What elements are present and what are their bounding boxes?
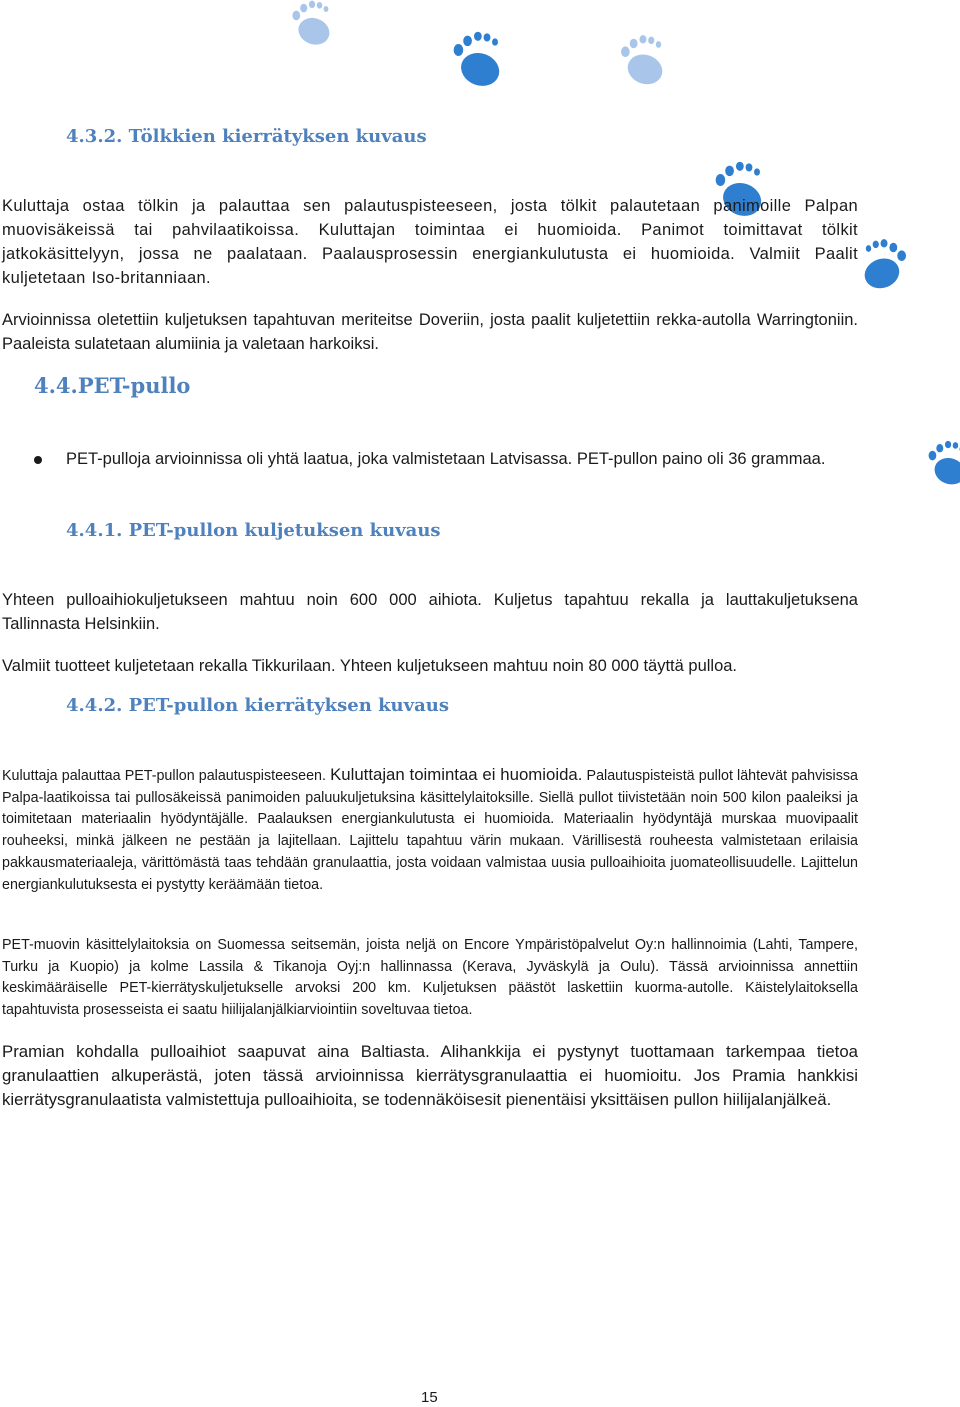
section-heading-4-3-2: 4.3.2. Tölkkien kierrätyksen kuvaus xyxy=(66,126,427,147)
paragraph-pet-recycling-part-b: Kuluttajan toimintaa ei huomioida. xyxy=(330,765,583,784)
paragraph-processing-plants: PET-muovin käsittelylaitoksia on Suomessa seitsemän, joista neljä on Encore Ympäristöpalvelut Oy:n hallinnoimia (Lahti, Tampere, Turku ja Kuopio) ja kolme Lassila & Tikanoja Oyj:n hallinnassa (Kerava, Jyväskylä ja Oulu). Tässä arvioinnissa annettiin keskimääräiselle PET-kierrätyskuljetukselle arvoksi 200 km. Kuljetuksen päästöt laskettiin kuorma-autolle. Käistelylaitoksella tapahtuvista prosesseista ei saatu hiilijalanjälkiarviointiin soveltuvaa tietoa. xyxy=(2,937,858,1019)
footprint-icon xyxy=(850,234,916,292)
paragraph-pet-recycling xyxy=(2,764,858,896)
paragraph-product-transport: Valmiit tuotteet kuljetetaan rekalla Tikkurilaan. Yhteen kuljetukseen mahtuu noin 80 000 täyttä pulloa. xyxy=(2,657,738,675)
bullet-icon xyxy=(34,456,42,464)
page-number: 15 xyxy=(421,1389,438,1406)
paragraph-can-transport: Arvioinnissa oletettiin kuljetuksen tapahtuvan meriteitse Doveriin, josta paalit kuljetettiin rekka-autolla Warringtoniin. Paaleista sulatetaan alumiinia ja valetaan harkoiksi. xyxy=(2,311,858,353)
footprint-icon xyxy=(612,30,676,88)
paragraph-pramia-preforms: Pramian kohdalla pulloaihiot saapuvat aina Baltiasta. Alihankkija ei pystynyt tuottamaan tarkempaa tietoa granulaattien alkuperästä, joten tässä arvioinnissa kierrätysgranulaattia ei huomioitu. Jos Pramia hankkisi kierrätysgranulaatista valmistettuja pulloaihioita, se todennäköisesit pienentäisi yksittäisen pullon hiilijalanjälkeä. xyxy=(2,1042,858,1109)
footprint-icon xyxy=(282,0,344,48)
footprint-icon xyxy=(926,430,960,494)
section-heading-4-4-1: 4.4.1. PET-pullon kuljetuksen kuvaus xyxy=(66,520,441,541)
section-heading-4-4: 4.4.PET-pullo xyxy=(34,373,191,398)
footprint-icon xyxy=(450,26,508,90)
bullet-pet-bottle: PET-pulloja arvioinnissa oli yhtä laatua, joka valmistetaan Latvisassa. PET-pullon paino oli 36 grammaa. xyxy=(66,450,826,468)
paragraph-pet-recycling-part-a: Kuluttaja palauttaa PET-pullon palautuspisteeseen. xyxy=(2,768,326,784)
paragraph-can-recycling: Kuluttaja ostaa tölkin ja palauttaa sen palautuspisteeseen, josta tölkit palautetaan panimoille Palpan muovisäkeissä tai pahvilaatikoissa. Kuluttajan toimintaa ei huomioida. Panimot toimittavat tölkit jatkokäsittelyyn, jossa ne paalataan. Paalausprosessin energiankulutusta ei huomioida. Valmiit Paalit kuljetetaan Iso-britanniaan. xyxy=(2,197,858,287)
section-heading-4-4-2: 4.4.2. PET-pullon kierrätyksen kuvaus xyxy=(66,695,449,716)
paragraph-pet-recycling-part-c: Palautuspisteistä pullot lähtevät pahvisissa Palpa-laatikoissa tai pullosäkeissä panimoiden paluukuljetuksina käsittelylaitoksille. Siellä pullot tiivistetään noin 500 kilon paaleiksi ja toimitetaan materiaalin hyödyntäjälle. Paalauksen energiankulutusta ei huomioida. Materiaalin hyödyntäjä murskaa muovipaalit rouheeksi, minkä jälkeen ne pestään ja lajitellaan. Lajittelu tapahtuu värin mukaan. Värillisestä rouheesta valmistetaan erilaisia pakkausmateriaaleja, värittömästä taas tehdään granulaattia, josta voidaan valmistaa uusia pulloaihioita juomateollisuudelle. Lajittelun energiankulutuksesta ei pystytty keräämään tietoa. xyxy=(2,768,858,893)
paragraph-preform-transport: Yhteen pulloaihiokuljetukseen mahtuu noin 600 000 aihiota. Kuljetus tapahtuu rekalla ja lauttakuljetuksena Tallinnasta Helsinkiin. xyxy=(2,591,858,633)
